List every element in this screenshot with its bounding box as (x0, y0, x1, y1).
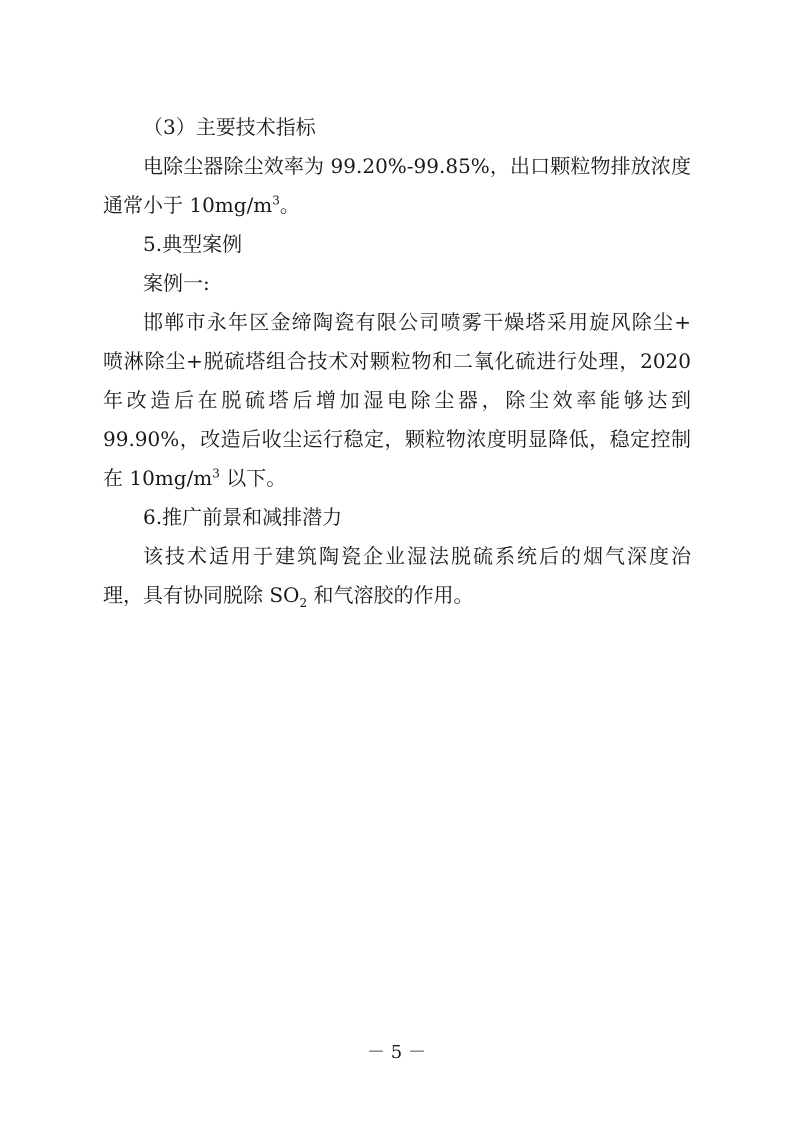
page-number: － 5 － (367, 1042, 426, 1063)
case-paragraph-line3 (103, 381, 691, 420)
subscript: 2 (299, 596, 308, 610)
case-label (103, 264, 691, 303)
paragraph-text: 99.90%，改造后收尘运行稳定，颗粒物浓度明显降低，稳定控制 (103, 427, 691, 451)
document-body (103, 108, 691, 615)
superscript: 3 (272, 193, 280, 208)
heading-text: 6.推广前景和减排潜力 (143, 505, 343, 529)
paragraph-text: 邯郸市永年区金缔陶瓷有限公司喷雾干燥塔采用旋风除尘+ (143, 310, 691, 334)
paragraph-efficiency-line2 (103, 186, 691, 225)
paragraph-text: 通常小于 10mg/m (103, 193, 273, 217)
paragraph-text: 年改造后在脱硫塔后增加湿电除尘器，除尘效率能够达到 (103, 388, 691, 412)
case-paragraph-line1 (103, 303, 691, 342)
section-heading-typical-cases (103, 225, 691, 264)
section-heading-prospects (103, 498, 691, 537)
paragraph-text: 和气溶胶的作用。 (307, 583, 474, 607)
superscript: 3 (212, 466, 220, 481)
prospect-paragraph-line2 (103, 576, 691, 615)
case-paragraph-line4 (103, 420, 691, 459)
heading-text: 5.典型案例 (143, 232, 243, 256)
prospect-paragraph-line1 (103, 537, 691, 576)
paragraph-efficiency-line1 (103, 147, 691, 186)
section-heading-main-indicators (103, 108, 691, 147)
case-paragraph-line2 (103, 342, 691, 381)
paragraph-text: 。 (279, 193, 300, 217)
label-text: 案例一: (143, 271, 210, 295)
case-paragraph-line5 (103, 459, 691, 498)
paragraph-text: 电除尘器除尘效率为 99.20%-99.85%，出口颗粒物排放浓度 (143, 154, 691, 178)
paragraph-text: 喷淋除尘+脱硫塔组合技术对颗粒物和二氧化硫进行处理，2020 (103, 349, 691, 373)
heading-text: （3）主要技术指标 (143, 115, 316, 139)
paragraph-text: 以下。 (219, 466, 287, 490)
paragraph-text: 在 10mg/m (103, 466, 213, 490)
paragraph-text: 理，具有协同脱除 SO (103, 583, 300, 607)
paragraph-text: 该技术适用于建筑陶瓷企业湿法脱硫系统后的烟气深度治 (143, 544, 691, 568)
